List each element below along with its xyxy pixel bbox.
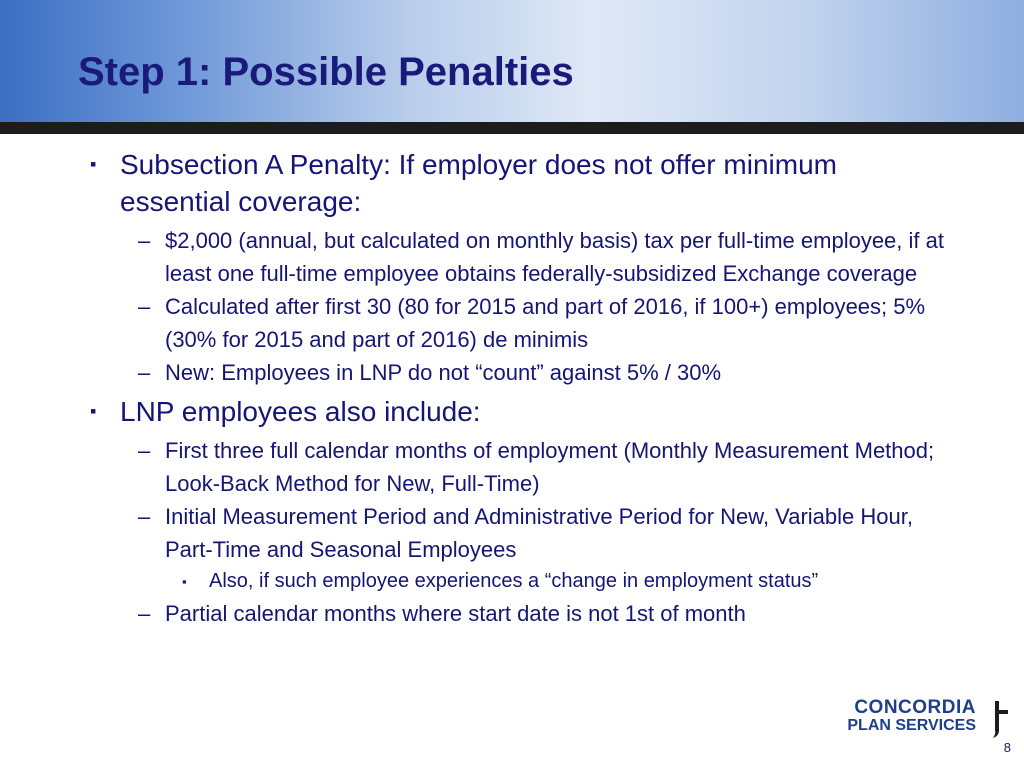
cross-icon: [984, 699, 1010, 739]
bullet-item: [0, 393, 860, 430]
bullet-text: Initial Measurement Period and Administrative Period for New, Variable Hour, Part-Time and Seasonal Employees: [165, 504, 913, 562]
square-bullet-icon: ▪: [90, 154, 97, 174]
title-banner: [0, 0, 1024, 122]
logo-subname: PLAN SERVICES: [847, 717, 976, 734]
bullet-text: New: Employees in LNP do not “count” against 5% / 30%: [165, 360, 722, 385]
bullet-item: [0, 146, 860, 220]
bullet-item: [0, 597, 955, 630]
bullet-item: [0, 356, 955, 389]
dash-bullet-icon: –: [138, 228, 151, 253]
logo-name: CONCORDIA: [854, 697, 976, 718]
bullet-item: [0, 290, 955, 356]
square-bullet-icon: ▪: [182, 574, 187, 589]
dash-bullet-icon: –: [138, 601, 151, 626]
title-divider: [0, 122, 1024, 134]
bullet-text: Partial calendar months where start date is not 1st of month: [165, 601, 746, 626]
dash-bullet-icon: –: [138, 438, 151, 463]
bullet-item: [0, 500, 955, 566]
bullet-text: Also, if such employee experiences a “change in employment status”: [209, 570, 819, 592]
dash-bullet-icon: –: [138, 360, 151, 385]
bullet-text: LNP employees also include:: [120, 396, 481, 427]
page-number: 8: [1003, 740, 1011, 755]
slide-title: Step 1: Possible Penalties: [78, 50, 574, 94]
square-bullet-icon: ▪: [90, 401, 97, 421]
bullet-list: [0, 146, 1024, 630]
dash-bullet-icon: –: [138, 504, 151, 529]
bullet-text: Subsection A Penalty: If employer does not offer minimum essential coverage:: [120, 149, 837, 217]
bullet-item: [0, 566, 929, 597]
dash-bullet-icon: –: [138, 294, 151, 319]
bullet-text: First three full calendar months of employment (Monthly Measurement Method; Look-Back Method for New, Full-Time): [165, 438, 935, 496]
concordia-logo: [836, 697, 1016, 741]
bullet-item: [0, 224, 955, 290]
bullet-item: [0, 434, 955, 500]
bullet-text: Calculated after first 30 (80 for 2015 and part of 2016, if 100+) employees; 5% (30% for 2015 and part of 2016) de minimis: [165, 294, 926, 352]
bullet-text: $2,000 (annual, but calculated on monthly basis) tax per full-time employee, if at least one full-time employee obtains federally-subsidized Exchange coverage: [165, 228, 944, 286]
